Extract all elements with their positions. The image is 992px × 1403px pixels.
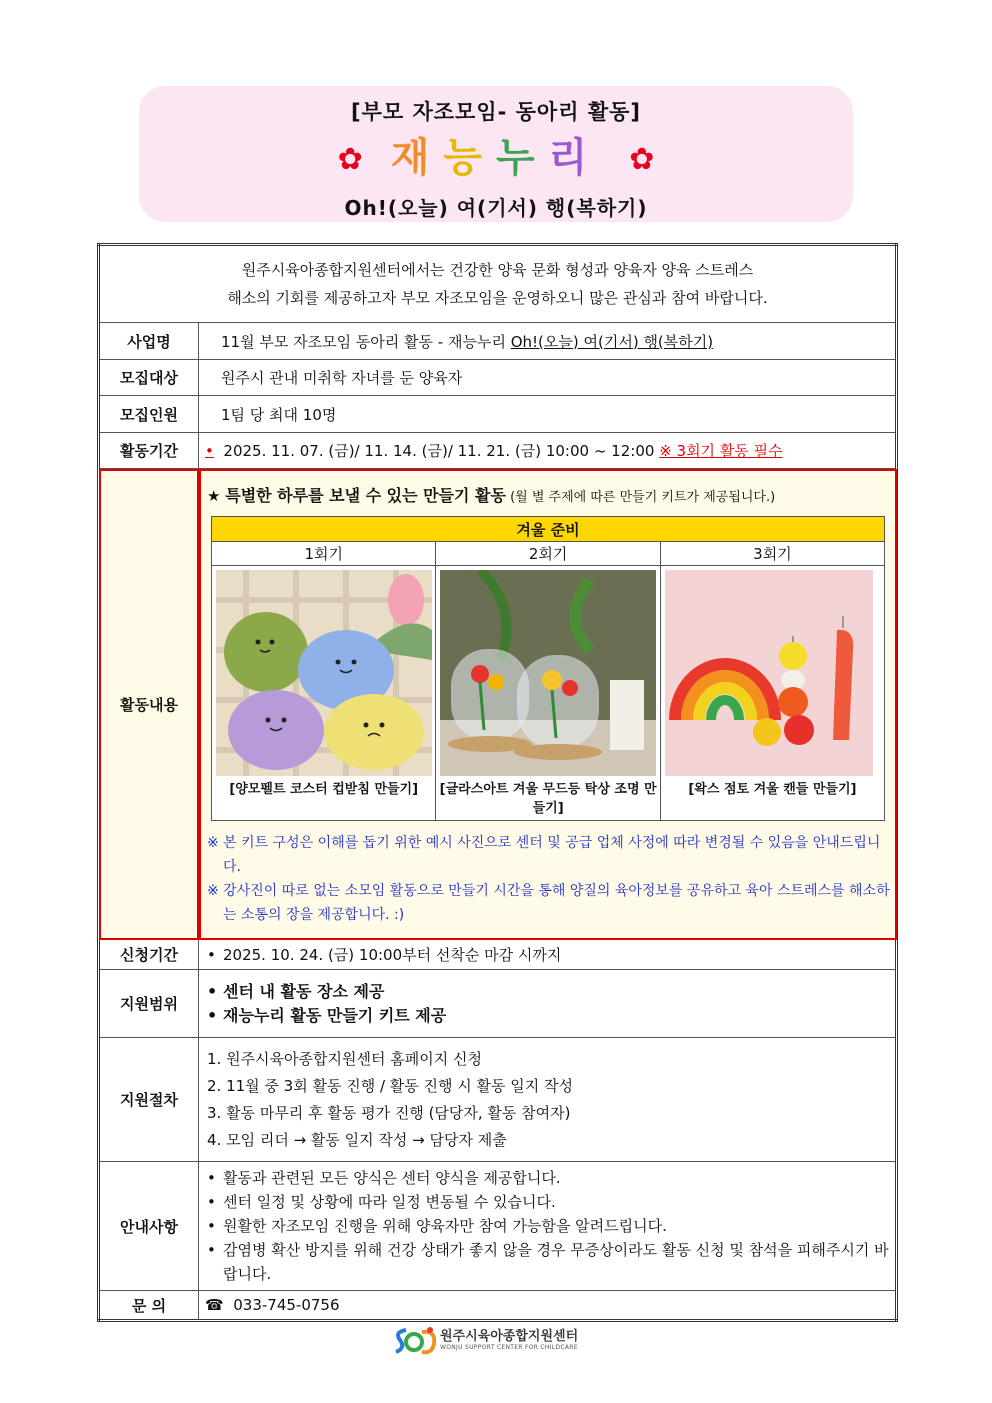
notice-value: [199, 1162, 897, 1291]
apply-label: 신청기간: [99, 940, 199, 970]
flower-icon: ✿: [629, 142, 655, 177]
phone-number: 033-745-0756: [233, 1296, 340, 1314]
title-char: 리: [548, 135, 602, 181]
session-caption: [글라스아트 겨울 무드등 탁상 조명 만들기]: [439, 782, 657, 816]
support-value: [199, 970, 897, 1038]
info-table: [97, 243, 898, 1322]
count-value: 1팀 당 최대 10명: [199, 396, 897, 433]
session-caption: [양모펠트 코스터 컵받침 만들기]: [229, 782, 419, 797]
procedure-step: 2. 11월 중 3회 활동 진행 / 활동 진행 시 활동 일지 작성: [207, 1076, 574, 1095]
session-cell: [660, 566, 884, 821]
support-label: 지원범위: [99, 970, 199, 1038]
project-label: 사업명: [99, 323, 199, 360]
flower-icon: ✿: [337, 142, 363, 177]
session-name: 2회기: [436, 542, 660, 566]
procedure-value: [199, 1038, 897, 1162]
period-value: • 2025. 11. 07. (금)/ 11. 14. (금)/ 11. 21. (금) 10:00 ~ 12:00 ※ 3회기 활동 필수: [199, 433, 897, 469]
center-logo-icon: [392, 1324, 440, 1356]
wax-candle-photo: [665, 570, 873, 776]
header-subtitle: [부모 자조모임- 동아리 활동]: [351, 100, 641, 124]
procedure-step: 3. 활동 마무리 후 활동 평가 진행 (담당자, 활동 참여자): [207, 1103, 571, 1122]
title-char: 능: [443, 135, 496, 181]
theme-bar: 겨울 준비: [212, 517, 885, 542]
procedure-step: 1. 원주시육아종합지원센터 홈페이지 신청: [207, 1049, 482, 1068]
notice-item: • 활동과 관련된 모든 양식은 센터 양식을 제공합니다.: [199, 1166, 889, 1190]
notice-item: • 감염병 확산 방지를 위해 건강 상태가 좋지 않을 경우 무증상이라도 활동 신청 및 참석을 피해주시기 바랍니다.: [199, 1238, 889, 1286]
title-char: 재: [390, 135, 444, 181]
contact-label: 문 의: [99, 1291, 199, 1321]
header-title: [139, 134, 853, 184]
contact-value: [199, 1291, 897, 1321]
notice-item: • 센터 일정 및 상황에 따라 일정 변동될 수 있습니다.: [199, 1190, 889, 1214]
star-icon: ★: [207, 487, 221, 505]
support-item: • 센터 내 활동 장소 제공: [199, 980, 895, 1004]
period-label: 활동기간: [99, 433, 199, 469]
project-value: 11월 부모 자조모임 동아리 활동 - 재능누리 Oh!(오늘) 여(기서) 행(복하기): [199, 323, 897, 360]
footer-eng: WONJU SUPPORT CENTER FOR CHILDCARE: [440, 1344, 578, 1351]
activity-label: 활동내용: [99, 469, 199, 940]
session-cell: [436, 566, 660, 821]
procedure-step: 4. 모임 리더 → 활동 일지 작성 → 담당자 제출: [207, 1130, 507, 1149]
notice-item: • 원활한 자조모임 진행을 위해 양육자만 참여 가능함을 알려드립니다.: [199, 1214, 889, 1238]
poster-header: [139, 86, 853, 222]
session-name: 3회기: [660, 542, 884, 566]
target-value: 원주시 관내 미취학 자녀를 둔 양육자: [199, 360, 897, 396]
phone-icon: ☎: [205, 1296, 224, 1314]
session-caption: [왁스 점토 겨울 캔들 만들기]: [688, 782, 857, 797]
felt-coaster-photo: [216, 570, 432, 776]
header-tagline: Oh!(오늘) 여(기서) 행(복하기): [344, 196, 648, 220]
intro-text: 원주시육아종합지원센터에서는 건강한 양육 문화 형성과 양육자 양육 스트레스 해소의 기회를 제공하고자 부모 자조모임을 운영하오니 많은 관심과 참여 바랍니다.: [99, 245, 897, 323]
procedure-label: 지원절차: [99, 1038, 199, 1162]
activity-heading: ★ 특별한 하루를 보낼 수 있는 만들기 활동 (월 별 주제에 따른 만들기 키트가 제공됩니다.): [207, 486, 776, 505]
note: ※ 본 키트 구성은 이해를 돕기 위한 예시 사진으로 센터 및 공급 업체 사정에 따라 변경될 수 있음을 안내드립니다.: [207, 835, 881, 875]
session-table: [211, 516, 885, 821]
activity-notes: [199, 821, 895, 939]
count-label: 모집인원: [99, 396, 199, 433]
footer-name: 원주시육아종합지원센터: [440, 1329, 579, 1344]
glass-lamp-photo: [440, 570, 656, 776]
support-item: • 재능누리 활동 만들기 키트 제공: [199, 1004, 895, 1028]
session-cell: [212, 566, 436, 821]
notice-label: 안내사항: [99, 1162, 199, 1291]
footer-logo: [392, 1322, 578, 1358]
note: ※ 강사진이 따로 없는 소모임 활동으로 만들기 시간을 통해 양질의 육아정보를 공유하고 육아 스트레스를 해소하는 소통의 장을 제공합니다. :): [207, 883, 890, 923]
activity-content: [199, 469, 897, 940]
session-name: 1회기: [212, 542, 436, 566]
title-char: 누: [496, 135, 549, 181]
apply-value: • 2025. 10. 24. (금) 10:00부터 선착순 마감 시까지: [199, 940, 897, 970]
target-label: 모집대상: [99, 360, 199, 396]
